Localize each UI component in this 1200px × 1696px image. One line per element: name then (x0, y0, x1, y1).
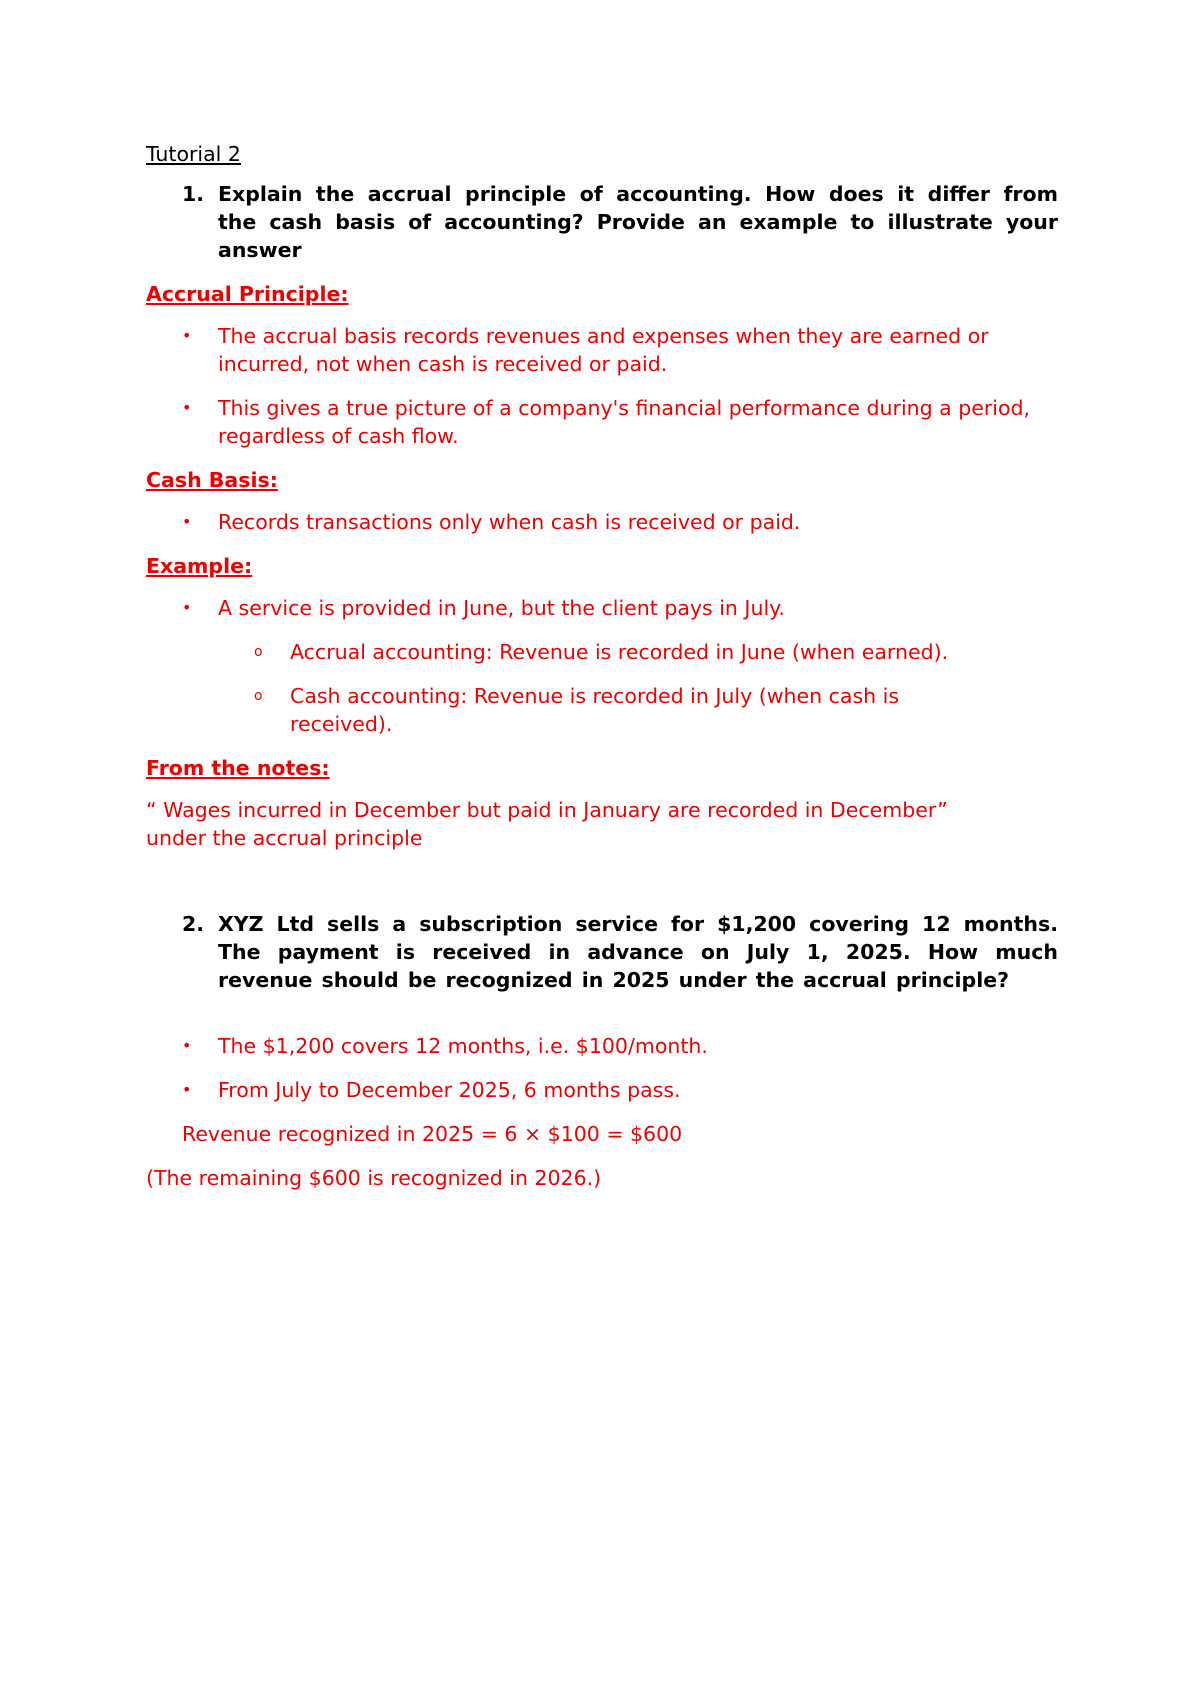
list-item (146, 322, 1058, 378)
sub-list-item (146, 638, 1058, 666)
sub-bullet-icon: o (254, 644, 263, 660)
accrual-heading: Accrual Principle: (146, 282, 349, 306)
sub-bullet-icon: o (254, 688, 263, 704)
list-item-text: From July to December 2025, 6 months pass. (218, 1078, 681, 1102)
list-item (146, 1032, 1058, 1060)
list-item-text: A service is provided in June, but the client pays in July. (218, 596, 785, 620)
bullet-icon: • (182, 512, 192, 531)
notes-heading: From the notes: (146, 756, 330, 780)
list-item (146, 1076, 1058, 1104)
sub-list-item-text: Cash accounting: Revenue is recorded in July (when cash is received). (290, 684, 900, 736)
notes-quote: “ Wages incurred in December but paid in January are recorded in December” under the accrual principle (146, 798, 948, 850)
list-item-text: Records transactions only when cash is received or paid. (218, 510, 801, 534)
question-text: Explain the accrual principle of accounting. How does it differ from the cash basis of accounting? Provide an example to illustrate your answer (218, 182, 1058, 262)
list-item-text: This gives a true picture of a company's financial performance during a period, regardless of cash flow. (218, 396, 1031, 448)
bullet-icon: • (182, 1036, 192, 1055)
bullet-icon: • (182, 398, 192, 417)
revenue-result: Revenue recognized in 2025 = 6 × $100 = $600 (182, 1122, 683, 1146)
sub-list-item-text: Accrual accounting: Revenue is recorded in June (when earned). (290, 640, 949, 664)
bullet-icon: • (182, 598, 192, 617)
list-item (146, 594, 1058, 622)
list-item (146, 394, 1058, 450)
question-2 (146, 910, 1058, 994)
document-title: Tutorial 2 (146, 142, 241, 166)
bullet-icon: • (182, 326, 192, 345)
bullet-icon: • (182, 1080, 192, 1099)
list-item-text: The accrual basis records revenues and expenses when they are earned or incurred, not when cash is received or paid. (218, 324, 989, 376)
question-number: 2. (182, 912, 205, 936)
example-heading: Example: (146, 554, 253, 578)
document-page (146, 140, 1058, 1192)
question-number: 1. (182, 182, 205, 206)
question-1 (146, 180, 1058, 264)
list-item (146, 508, 1058, 536)
question-text: XYZ Ltd sells a subscription service for $1,200 covering 12 months. The payment is received in advance on July 1, 2025. How much revenue should be recognized in 2025 under the accrual principle? (218, 912, 1058, 992)
remaining-note: (The remaining $600 is recognized in 2026.) (146, 1166, 602, 1190)
cash-basis-heading: Cash Basis: (146, 468, 278, 492)
sub-list-item (146, 682, 1058, 738)
list-item-text: The $1,200 covers 12 months, i.e. $100/month. (218, 1034, 708, 1058)
